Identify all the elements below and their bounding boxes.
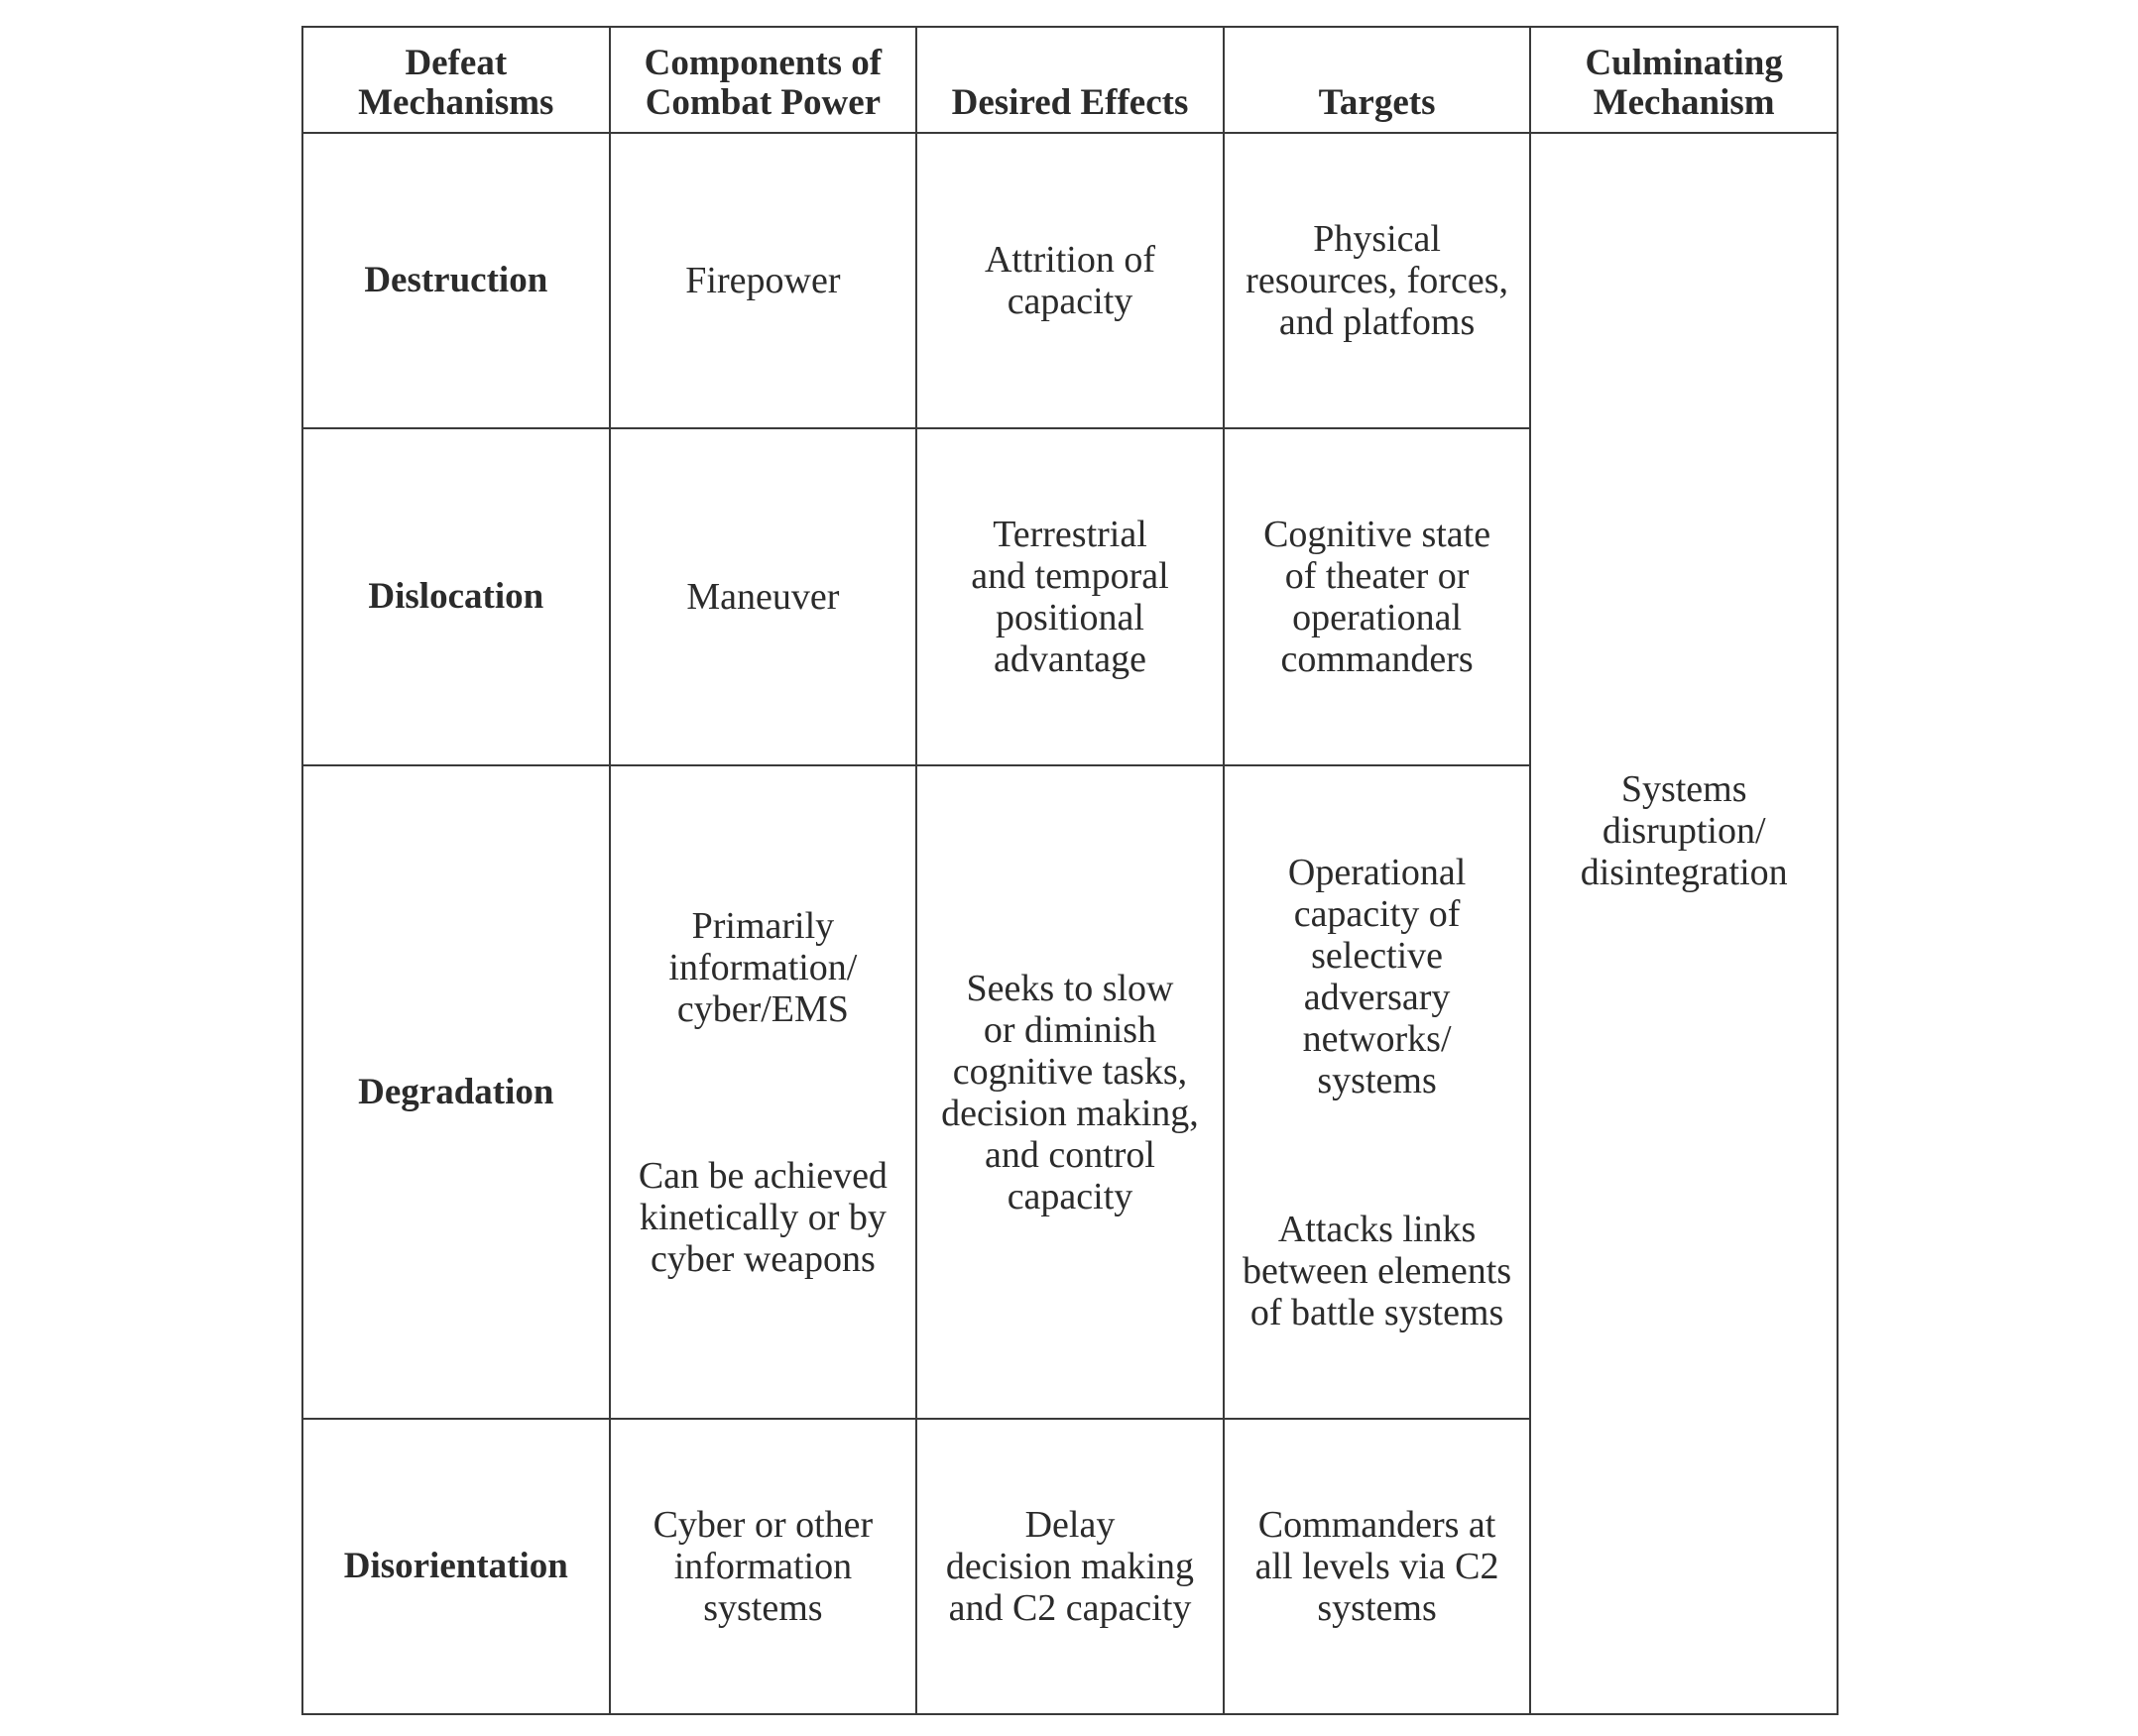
header-components-of-combat-power: Components of Combat Power — [610, 27, 917, 133]
header-culminating-mechanism: Culminating Mechanism — [1530, 27, 1838, 133]
defeat-mechanisms-table-wrapper — [301, 26, 1837, 1713]
effect-cell: Delay decision making and C2 capacity — [916, 1419, 1224, 1714]
targets-cell — [1224, 1419, 1531, 1714]
component-text: Can be achieved kinetically or by cyber weapons — [638, 1154, 888, 1280]
targets-text: Commanders at all levels via C2 systems — [1254, 1504, 1499, 1629]
effect-cell: Terrestrial and temporal positional advantage — [916, 428, 1224, 765]
component-text: Maneuver — [686, 576, 840, 618]
culminating-text: Systems disruption/ disintegration — [1580, 768, 1788, 893]
targets-text: Attacks links between elements of battle systems — [1242, 1208, 1512, 1333]
header-targets: Targets — [1224, 27, 1531, 133]
component-cell — [610, 1419, 917, 1714]
effect-cell: Attrition of capacity — [916, 133, 1224, 428]
component-text: Cyber or other information systems — [653, 1504, 874, 1629]
targets-text: Physical resources, forces, and platfoms — [1246, 218, 1508, 343]
component-cell — [610, 428, 917, 765]
mechanism-cell: Dislocation — [302, 428, 610, 765]
targets-text: Cognitive state of theater or operational commanders — [1263, 514, 1491, 680]
header-row — [302, 27, 1838, 133]
defeat-mechanisms-table — [301, 26, 1839, 1715]
component-text: Firepower — [685, 260, 841, 301]
component-text: Primarily information/ cyber/EMS — [668, 904, 858, 1030]
component-cell — [610, 765, 917, 1419]
targets-cell — [1224, 428, 1531, 765]
culminating-cell — [1530, 133, 1838, 1714]
targets-cell — [1224, 133, 1531, 428]
component-cell — [610, 133, 917, 428]
header-defeat-mechanisms: Defeat Mechanisms — [302, 27, 610, 133]
mechanism-cell: Degradation — [302, 765, 610, 1419]
targets-text: Operational capacity of selective adversary networks/ systems — [1287, 851, 1467, 1101]
header-desired-effects: Desired Effects — [916, 27, 1224, 133]
mechanism-cell: Destruction — [302, 133, 610, 428]
table-row-destruction — [302, 133, 1838, 428]
mechanism-cell: Disorientation — [302, 1419, 610, 1714]
effect-cell: Seeks to slow or diminish cognitive tasks, decision making, and control capacity — [916, 765, 1224, 1419]
targets-cell — [1224, 765, 1531, 1419]
